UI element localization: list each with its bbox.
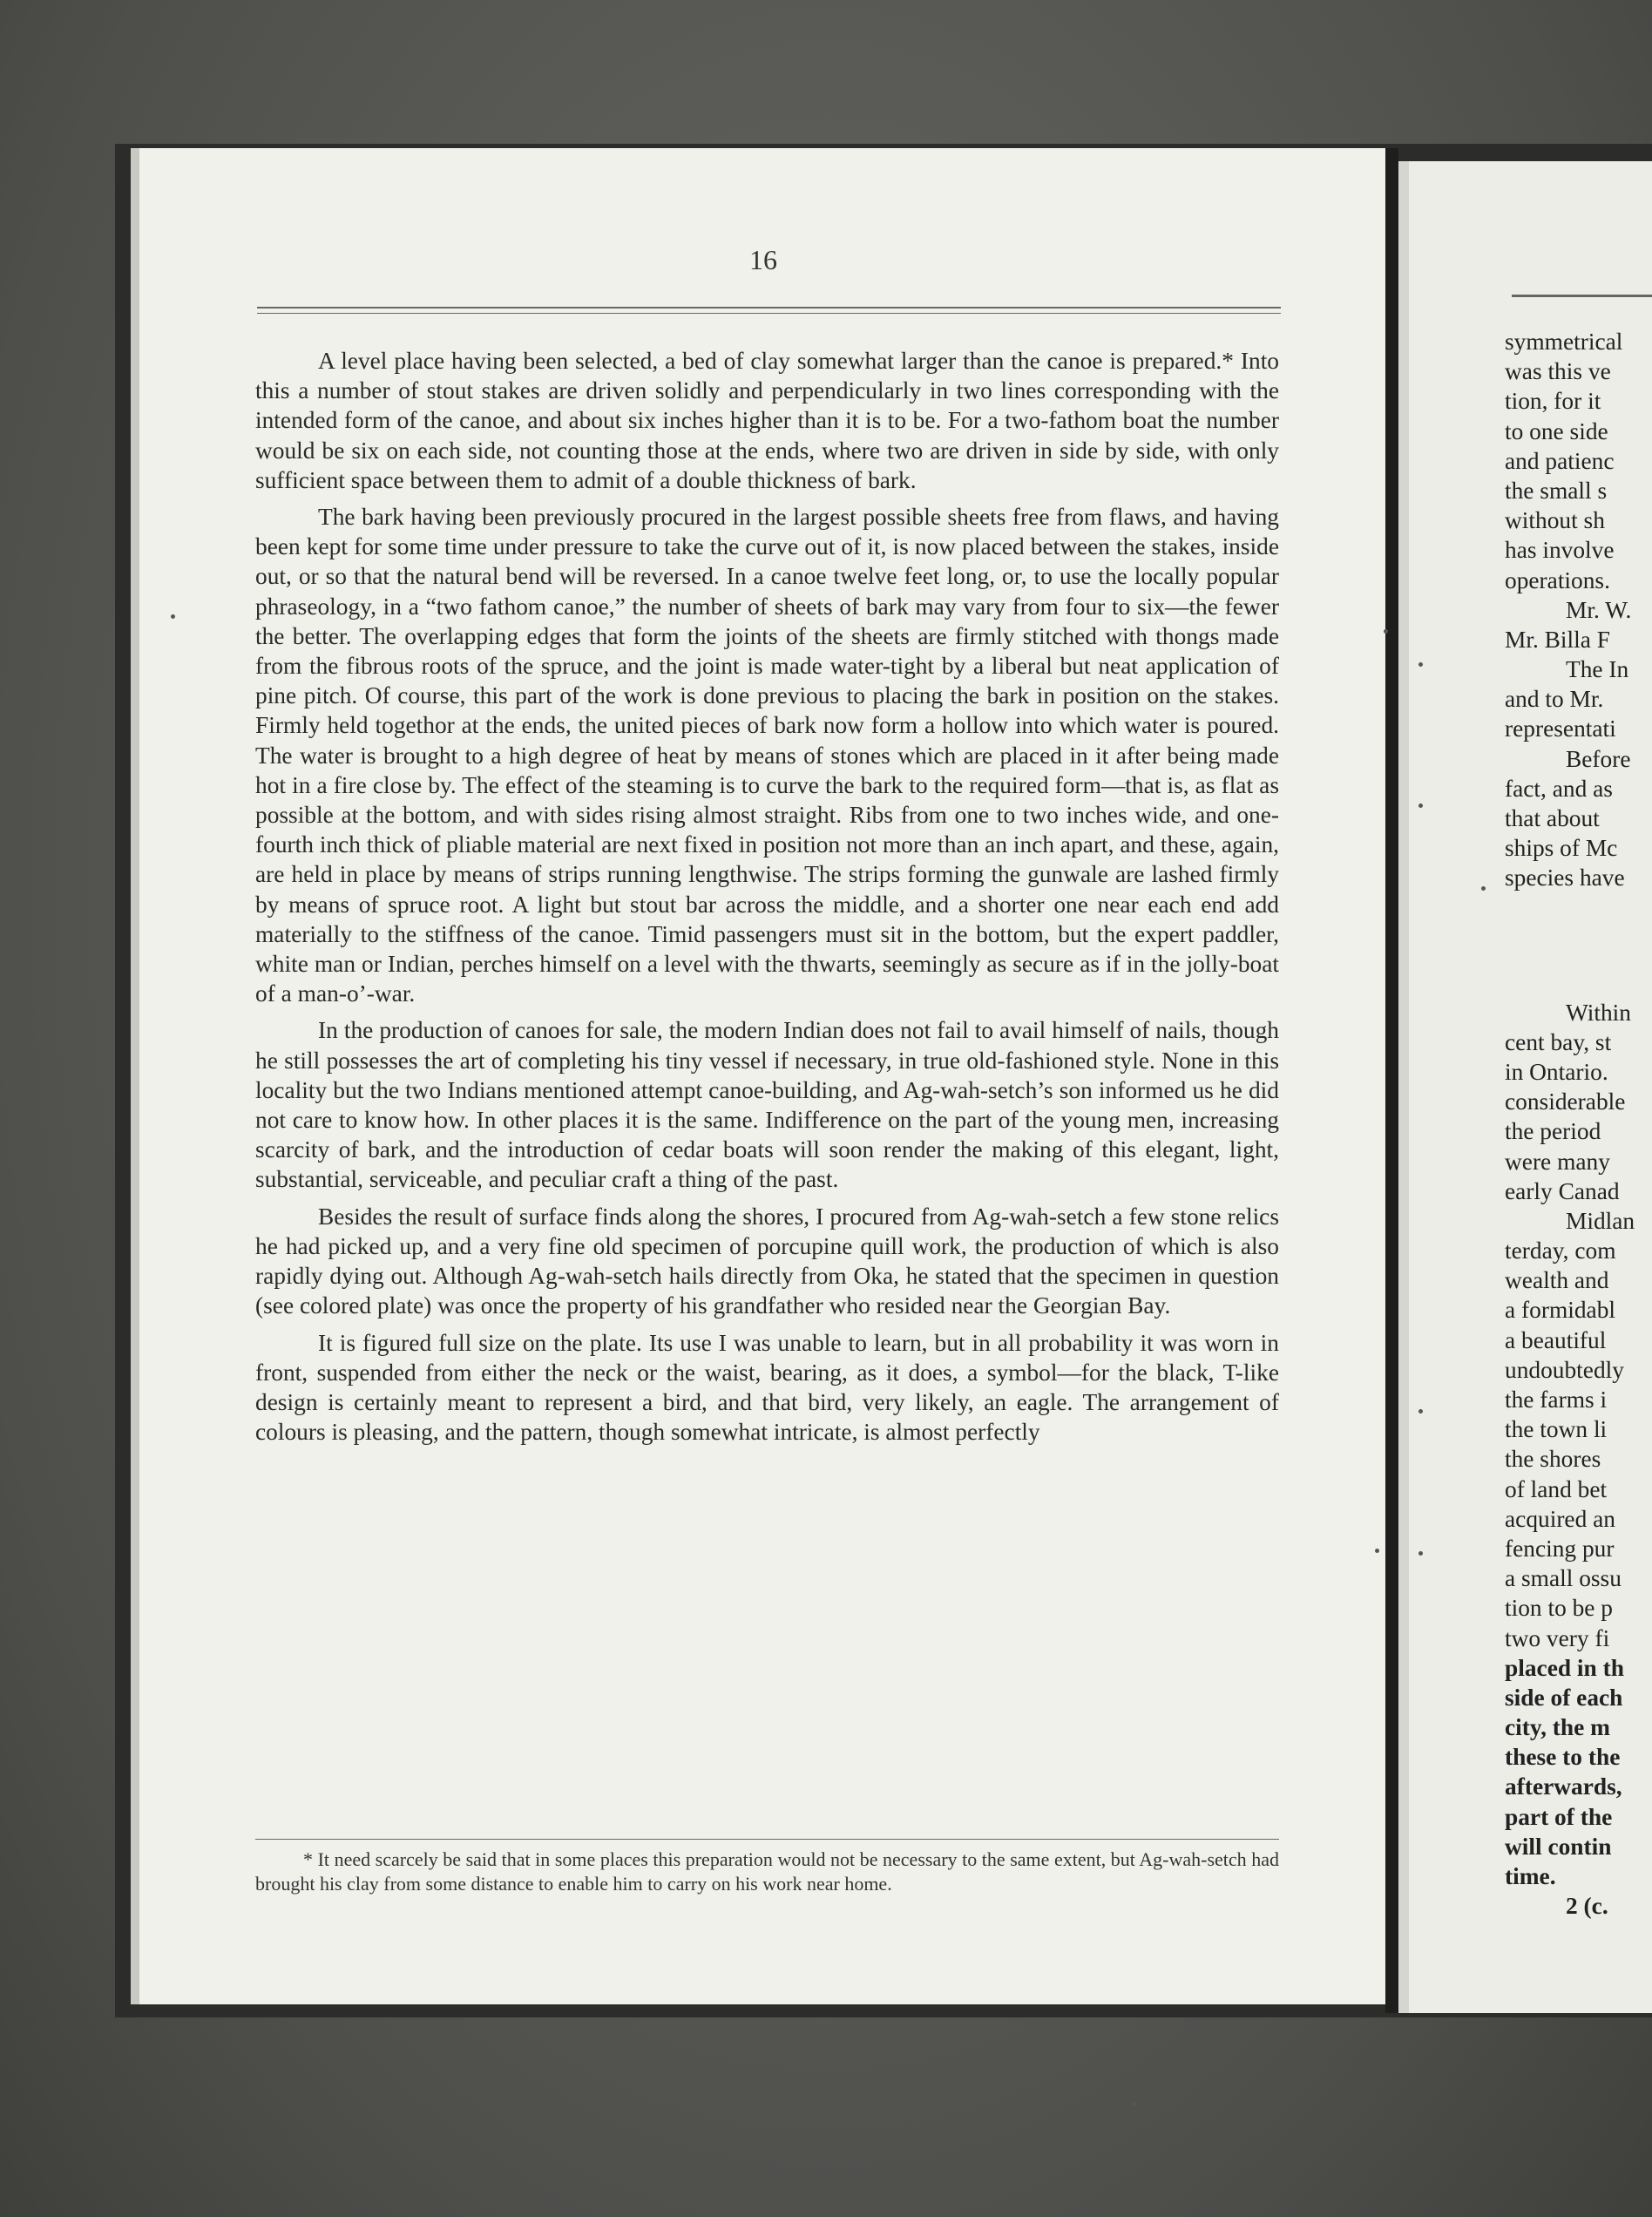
right-line: fact, and as	[1505, 775, 1613, 802]
right-line: tion to be p	[1505, 1595, 1614, 1622]
right-line: and to Mr.	[1505, 686, 1604, 713]
paragraph: Besides the result of surface finds along the shores, I procured from Ag-wah-setch a few stone relics he had picked up, and a very fine old specimen of porcupine quill work, the production of which is also rapidly dying out. Although Ag-wah-setch hails directly from Oka, he stated that the specimen in question (see colored plate) was once the property of his grandfather who resided near the Georgian Bay.	[255, 1203, 1279, 1319]
right-line: the period	[1505, 1118, 1601, 1145]
right-line: the town li	[1505, 1416, 1608, 1443]
right-line: 2 (c.	[1566, 1893, 1608, 1920]
book-gutter	[1385, 148, 1398, 2013]
right-line: Mr. Billa F	[1505, 626, 1610, 653]
right-line: has involve	[1505, 537, 1615, 564]
right-line: early Canad	[1505, 1177, 1620, 1204]
scan-speck	[1418, 803, 1423, 808]
right-line: The In	[1566, 656, 1629, 683]
right-line: Before	[1566, 745, 1631, 772]
right-line: time.	[1505, 1863, 1556, 1889]
scan-speck	[1418, 1409, 1423, 1414]
paragraph: It is figured full size on the plate. Its use I was unable to learn, but in all probability it was worn in front, suspended from either the neck or the waist, bearing, as it does, a symbol—for the black, T-like design is certainly meant to represent a bird, and that bird, very likely, an eagle. The arrangement of colours is pleasing, and the pattern, though somewhat intricate, is almost perfectly	[255, 1329, 1279, 1446]
right-line: ships of Mc	[1505, 835, 1618, 862]
right-line: without sh	[1505, 507, 1605, 534]
right-line: a small ossu	[1505, 1565, 1622, 1592]
right-line: representati	[1505, 715, 1616, 742]
right-line: afterwards,	[1505, 1773, 1622, 1800]
right-line: these to the	[1505, 1744, 1621, 1771]
right-line: city, the m	[1505, 1714, 1610, 1741]
right-line: was this ve	[1505, 358, 1611, 385]
right-line: Midlan	[1566, 1207, 1635, 1234]
scan-speck	[1481, 886, 1486, 891]
right-line: placed in th	[1505, 1654, 1624, 1681]
scan-speck	[1384, 629, 1388, 634]
right-line: were many	[1505, 1148, 1610, 1175]
right-line: the small s	[1505, 477, 1608, 504]
right-line: symmetrical	[1505, 329, 1623, 355]
right-page-header-rule	[1512, 295, 1652, 297]
right-line: cent bay, st	[1505, 1028, 1612, 1055]
right-line: undoubtedly	[1505, 1356, 1624, 1383]
main-text	[255, 346, 1279, 1454]
right-line: considerable	[1505, 1088, 1626, 1115]
right-line: tion, for it	[1505, 388, 1601, 415]
section-gap	[1505, 893, 1652, 998]
right-line: Within	[1566, 999, 1631, 1026]
right-line: a formidabl	[1505, 1297, 1616, 1324]
right-line: a beautiful	[1505, 1326, 1607, 1353]
paragraph: The bark having been previously procured in the largest possible sheets free from flaws, and having been kept for some time under pressure to take the curve out of it, is now placed between the stakes, inside out, or so that the natural bend will be reversed. In a canoe twelve feet long, or, to use the locally popular phraseology, in a “two fathom canoe,” the number of sheets of bark may vary from four to six—the fewer the better. The overlapping edges that form the joints of the sheets are firmly stitched with thongs made from the fibrous roots of the spruce, and the joint is made water-tight by a liberal but neat application of pine pitch. Of course, this part of the work is done previous to placing the bark in position on the stakes. Firmly held togethor at the ends, the united pieces of bark now form a hollow into which water is poured. The water is brought to a high degree of heat by means of stones which are placed in it after being made hot in a fire close by. The effect of the steaming is to curve the bark to the required form—that is, as flat as possible at the bottom, and with sides rising almost straight. Ribs from one to two inches wide, and one-fourth inch thick of pliable material are next fixed in position not more than an inch apart, and these, again, are held in place by means of strips running lengthwise. The strips forming the gunwale are lashed firmly by means of spruce root. A light but stout bar across the middle, and a shorter one near each end add materially to the stiffness of the canoe. Timid passengers must sit in the bottom, but the expert paddler, white man or Indian, perches himself on a level with the thwarts, seemingly as secure as if in the jolly-boat of a man-o’-war.	[255, 504, 1279, 1007]
right-line: side of each	[1505, 1684, 1623, 1711]
right-line: part of the	[1505, 1803, 1613, 1830]
paragraph: In the production of canoes for sale, the modern Indian does not fail to avail himself of nails, though he still possesses the art of completing his tiny vessel if necessary, in true old-fashioned style. None in this locality but the two Indians mentioned attempt canoe-building, and Ag-wah-setch’s son informed us he did not care to know how. In other places it is the same. Indifference on the part of the young men, increasing scarcity of bark, and the introduction of cedar boats will soon render the making of this elegant, light, substantial, serviceable, and peculiar craft a thing of the past.	[255, 1017, 1279, 1193]
scan-speck	[171, 614, 175, 619]
right-line: that about	[1505, 805, 1600, 831]
page-number: 16	[749, 244, 777, 275]
footnote-rule	[255, 1839, 1279, 1840]
right-line: the farms i	[1505, 1386, 1608, 1413]
right-line: and patienc	[1505, 447, 1615, 474]
scan-speck	[1133, 2102, 1137, 2106]
scan-speck	[1418, 662, 1423, 667]
scan-speck	[1418, 1551, 1423, 1556]
right-line: two very fi	[1505, 1624, 1610, 1651]
right-line: of land bet	[1505, 1475, 1608, 1502]
right-line: Mr. W.	[1566, 596, 1632, 623]
right-line: operations.	[1505, 566, 1610, 593]
header-rule-thin	[257, 313, 1281, 314]
right-line: wealth and	[1505, 1267, 1609, 1294]
right-line: the shores	[1505, 1446, 1601, 1473]
right-line: will contin	[1505, 1833, 1612, 1860]
right-line: terday, com	[1505, 1237, 1616, 1264]
paragraph: A level place having been selected, a bed of clay somewhat larger than the canoe is prepared.* Into this a number of stout stakes are driven solidly and perpendicularly in two lines corresponding with the intended form of the canoe, and about six inches higher than it is to be. For a two-fathom boat the number would be six on each side, not counting those at the ends, where two are driven in side by side, with only sufficient space between them to admit of a double thickness of bark.	[255, 348, 1279, 493]
scan-speck	[1375, 1549, 1379, 1553]
right-line: species have	[1505, 864, 1625, 892]
right-line: acquired an	[1505, 1505, 1615, 1532]
right-line: in Ontario.	[1505, 1058, 1608, 1085]
right-line: fencing pur	[1505, 1535, 1615, 1562]
footnote: * It need scarcely be said that in some places this preparation would not be necessary to the same extent, but Ag-wah-setch had brought his clay from some distance to enable him to carry on his work near home.	[255, 1848, 1279, 1895]
right-line: to one side	[1505, 417, 1608, 444]
header-rule	[257, 307, 1281, 308]
right-page-text	[1505, 327, 1652, 1921]
